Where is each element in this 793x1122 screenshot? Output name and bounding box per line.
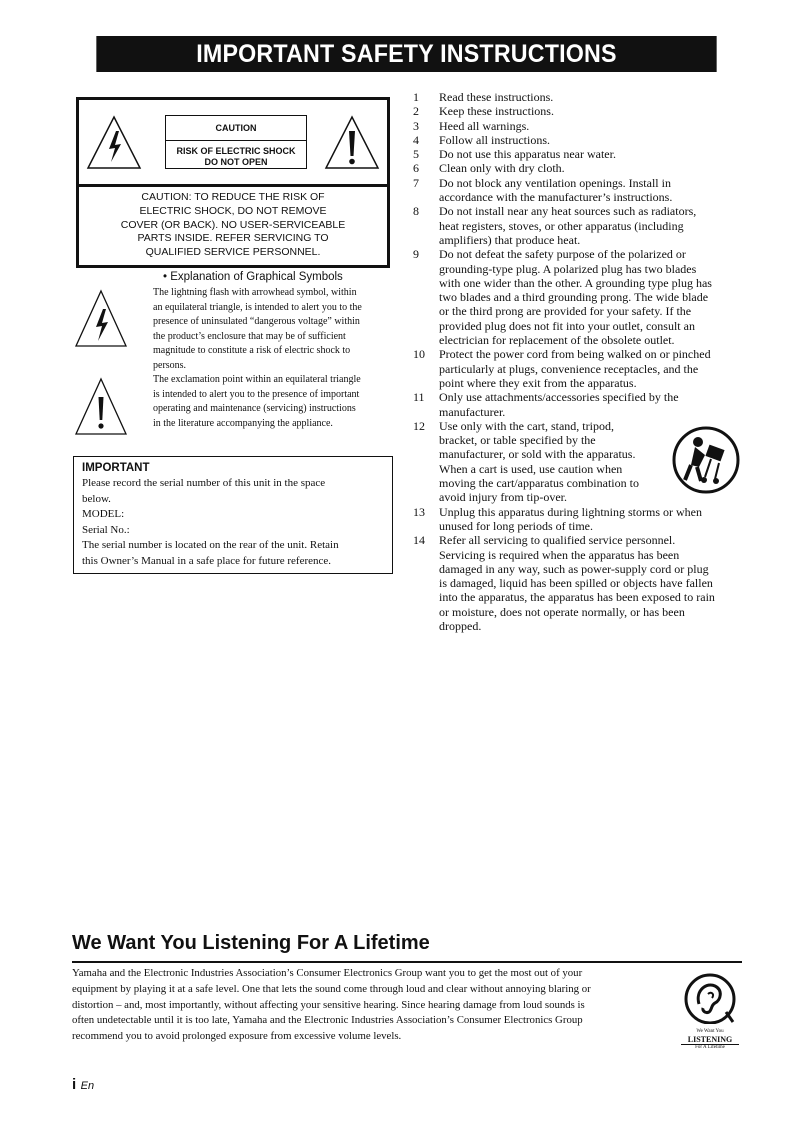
instruction-number: 8 [413,204,419,219]
instruction-text: Read these instructions. [439,90,554,104]
caution-box [76,97,390,268]
instruction-item [413,390,743,419]
instruction-number: 10 [413,347,425,362]
important-box: IMPORTANT Please record the serial number of this unit in the space below. MODEL: Serial No.: The serial number is located on the rear of the unit. Retain this Owner’s Manual in a safe place for future reference. [73,456,393,574]
instruction-number: 11 [413,390,425,405]
instruction-number: 1 [413,90,419,104]
listening-section-title: We Want You Listening For A Lifetime [72,932,430,954]
instruction-number: 4 [413,132,419,147]
cart-warning-icon [671,425,741,495]
instruction-number: 9 [413,247,419,262]
page-title: IMPORTANT SAFETY INSTRUCTIONS [96,36,716,72]
caution-label: CAUTION RISK OF ELECTRIC SHOCK DO NOT OPEN [165,115,307,169]
important-heading: IMPORTANT [82,462,150,474]
instructions-list [413,90,743,633]
listening-logo: We Want You LISTENING For A Lifetime [681,972,739,1046]
instruction-text: Clean only with dry cloth. [439,161,565,176]
lightning-triangle-icon [85,114,143,172]
model-label: MODEL: [82,508,125,520]
ear-logo-icon [681,972,739,1024]
language-code: En [80,1080,95,1092]
instruction-text: Do not use this apparatus near water. [439,147,616,162]
lightning-explanation: The lightning flash with arrowhead symbol, within an equilateral triangle, is intended to alert you to the presence of uninsulated “dangerous voltage” within the product’s enclosure that may be of sufficient magnitude to constitute a risk of electric shock to persons. [153,287,362,371]
instruction-item [413,104,743,118]
caution-warning-text: CAUTION: TO REDUCE THE RISK OF ELECTRIC SHOCK, DO NOT REMOVE COVER (OR BACK). NO USER-SERVICEABLE PARTS INSIDE. REFER SERVICING TO QUALIFIED SERVICE PERSONNEL. [120,191,346,259]
instruction-text: Do not block any ventilation openings. Install in accordance with the manufacturer’s instructions. [439,175,673,205]
instruction-item [413,204,743,247]
instruction-text: Refer all servicing to qualified service personnel. Servicing is required when the apparatus has been damaged in any way, such as power-supply cord or plug is damaged, liquid has been spilled or objects have fallen into the apparatus, the apparatus has been exposed to rain or moisture, does not operate normally, or has been dropped. [439,533,715,633]
lightning-symbol-icon [74,289,128,349]
instruction-item [413,533,743,633]
instruction-text: Follow all instructions. [439,132,550,147]
instruction-number: 2 [413,104,419,119]
instruction-text: Do not install near any heat sources such as radiators, heat registers, stoves, or other apparatus (including amplifiers) that produce heat. [439,204,697,247]
serial-label: Serial No.: [82,523,130,536]
instruction-number: 14 [413,533,425,548]
instruction-text: Unplug this apparatus during lightning storms or when unused for long periods of time. [439,504,702,533]
instruction-number: 7 [413,175,419,190]
instruction-item [413,90,743,104]
instruction-text: Use only with the cart, stand, tripod, bracket, or table specified by the manufacturer, or sold with the apparatus. When a cart is used, use caution when moving the cart/apparatus combination to avoid injury from tip-over. [439,418,639,505]
instruction-number: 6 [413,161,419,176]
instruction-text: Heed all warnings. [439,118,530,133]
page-number: i [72,1076,77,1093]
instruction-text: Only use attachments/accessories specified by the manufacturer. [439,390,679,419]
instruction-number: 12 [413,418,425,433]
listening-paragraph: Yamaha and the Electronic Industries Association’s Consumer Electronics Group want you to get the most out of your equipment by playing it at a safe level. One that lets the sound come through loud and clear without annoying blaring or distortion – and, most importantly, without affecting your sensitive hearing. Since hearing damage from loud sounds is often undetectable until it is too late, Yamaha and the Electronic Industries Association’s Consumer Electronics Group recommend you to avoid prolonged exposure from excessive volume levels. [72,967,591,1043]
instruction-item [413,505,743,534]
exclamation-explanation: The exclamation point within an equilateral triangle is intended to alert you to the presence of important operating and maintenance (servicing) instructions in the literature accompanying the appliance. [153,374,361,429]
instruction-item [413,133,743,147]
instruction-text: Do not defeat the safety purpose of the polarized or grounding-type plug. A polarized plug has two blades with one wider than the other. A grounding type plug has two blades and a third grounding prong. The wide blade or the third prong are provided for your safety. If the provided plug does not fit into your outlet, consult an electrician for replacement of the obsolete outlet. [439,247,712,348]
instruction-number: 3 [413,118,419,133]
instruction-number: 13 [413,504,425,519]
caution-top-panel [79,100,387,187]
instruction-number: 5 [413,147,419,162]
instruction-item [413,161,743,175]
symbols-heading: • Explanation of Graphical Symbols [163,271,343,283]
instruction-text: Keep these instructions. [439,104,554,119]
instruction-text: Protect the power cord from being walked on or pinched particularly at plugs, convenience receptacles, and the point where they exit from the apparatus. [439,347,711,390]
page-footer [72,1076,94,1094]
instruction-item [413,176,743,205]
section-divider [72,961,742,963]
instruction-item [413,347,743,390]
exclamation-symbol-icon [74,377,128,437]
exclamation-triangle-icon [323,114,381,172]
instruction-item [413,119,743,133]
instruction-item [413,247,743,347]
instruction-item [413,147,743,161]
